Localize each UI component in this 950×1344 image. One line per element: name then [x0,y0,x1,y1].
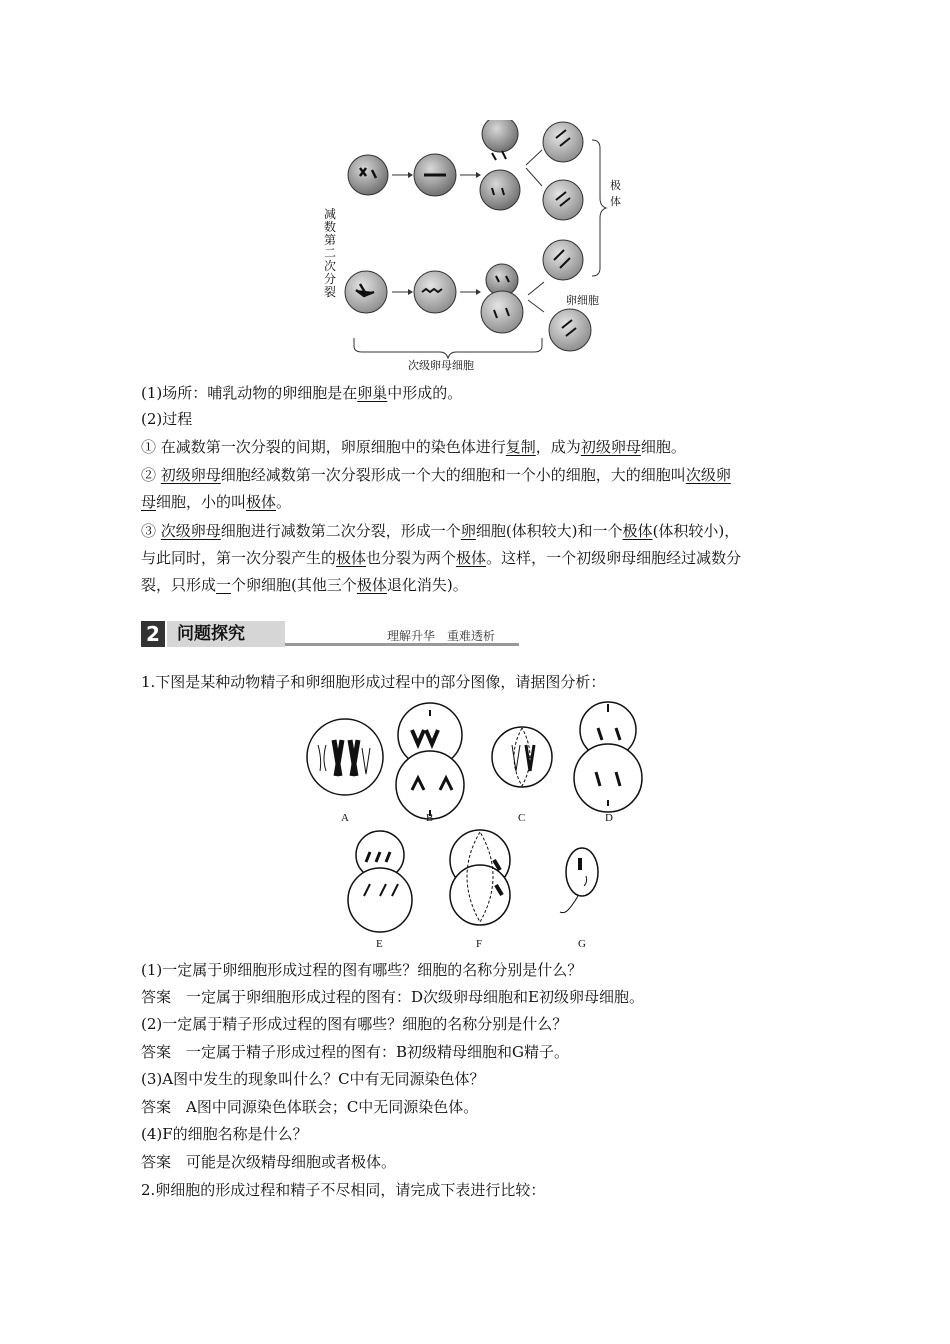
text: 也分裂为两个 [366,549,457,567]
text: (1)场所：哺乳动物的卵细胞是在 [141,384,358,402]
section-header [141,621,519,647]
question-two: 2.卵细胞的形成过程和精子不尽相同，请完成下表进行比较： [141,1181,546,1199]
question-one: 1.下图是某种动物精子和卵细胞形成过程中的部分图像，请据图分析： [141,673,606,691]
answer-blank: 次级卵 [685,466,731,484]
step-three-cont [141,548,741,568]
label-a: A [341,812,349,824]
label-f: F [476,938,483,950]
text: 细胞(体积较大)和一个 [475,522,623,540]
label-d: D [605,812,613,824]
answer-blank: 卵巢 [357,384,388,402]
oogenesis-diagram [320,120,640,375]
answer-blank: 一 [216,576,232,594]
answer-blank: 极体 [456,549,487,567]
answer-3: 答案 A图中同源染色体联会；C中无同源染色体。 [141,1098,479,1116]
step-one [141,437,686,457]
answer-blank: 极体 [622,522,653,540]
answer-2: 答案 一定属于精子形成过程的图有：B初级精母细胞和G精子。 [141,1043,570,1061]
egg-cell-label: 卵细胞 [566,294,599,307]
site-paragraph [141,383,462,403]
text: 细胞，小的叫 [156,493,247,511]
answer-blank: 极体 [336,549,367,567]
label-b: B [426,812,434,824]
sub-question-3: (3)A图中发生的现象叫什么？C中有无同源染色体？ [141,1070,485,1088]
text: 。 [276,493,292,511]
answer-blank: 母 [141,493,157,511]
sub-question-4: (4)F的细胞名称是什么？ [141,1125,308,1143]
answer-1: 答案 一定属于卵细胞形成过程的图有：D次级卵母细胞和E初级卵母细胞。 [141,988,644,1006]
label-g: G [578,938,586,950]
section-subtitle: 理解升华 重难透析 [387,629,496,643]
step-two-cont [141,492,291,512]
section-title: 问题探究 [177,624,245,644]
text: ③ [141,522,161,540]
text: 细胞。 [640,438,686,456]
answer-4: 答案 可能是次级精母细胞或者极体。 [141,1153,397,1171]
sub-question-2: (2)一定属于精子形成过程的图有哪些？细胞的名称分别是什么？ [141,1015,568,1033]
text: 个卵细胞(其他三个 [231,576,357,594]
text: 裂，只形成 [141,576,217,594]
label-c: C [518,812,526,824]
sub-question-1: (1)一定属于卵细胞形成过程的图有哪些？细胞的名称分别是什么？ [141,961,583,979]
step-three [141,521,739,541]
answer-blank: 卵 [460,522,476,540]
answer-blank: 极体 [246,493,277,511]
section-number: 2 [146,622,160,646]
text: 中形成的。 [387,384,463,402]
secondary-oocyte-label: 次级卵母细胞 [408,359,474,372]
cells-figure [300,700,660,955]
meiosis-two-label: 减数第二次分裂 [323,207,336,299]
answer-blank: 初级卵母 [580,438,641,456]
cells-diagram [300,700,660,955]
answer-blank: 次级卵母 [160,522,221,540]
oogenesis-figure [320,120,640,375]
answer-blank: 极体 [356,576,387,594]
step-three-end [141,575,468,595]
text: 退化消失)。 [386,576,468,594]
text: 细胞经减数第一次分裂形成一个大的细胞和一个小的细胞，大的细胞叫 [220,466,686,484]
process-heading: (2)过程 [141,410,193,428]
answer-blank: 初级卵母 [160,466,221,484]
section-number-badge [141,621,165,647]
text: 细胞进行减数第二次分裂，形成一个 [220,522,461,540]
text: (体积较小)， [652,522,740,540]
text: ，成为 [535,438,581,456]
text: ② [141,466,161,484]
text: ① 在减数第一次分裂的间期，卵原细胞中的染色体进行 [141,438,506,456]
label-e: E [376,938,383,950]
polar-body-label: 极体 [610,179,621,208]
step-two [141,465,731,485]
answer-blank: 复制 [505,438,536,456]
text: 。这样，一个初级卵母细胞经过减数分 [486,549,742,567]
text: 与此同时，第一次分裂产生的 [141,549,337,567]
